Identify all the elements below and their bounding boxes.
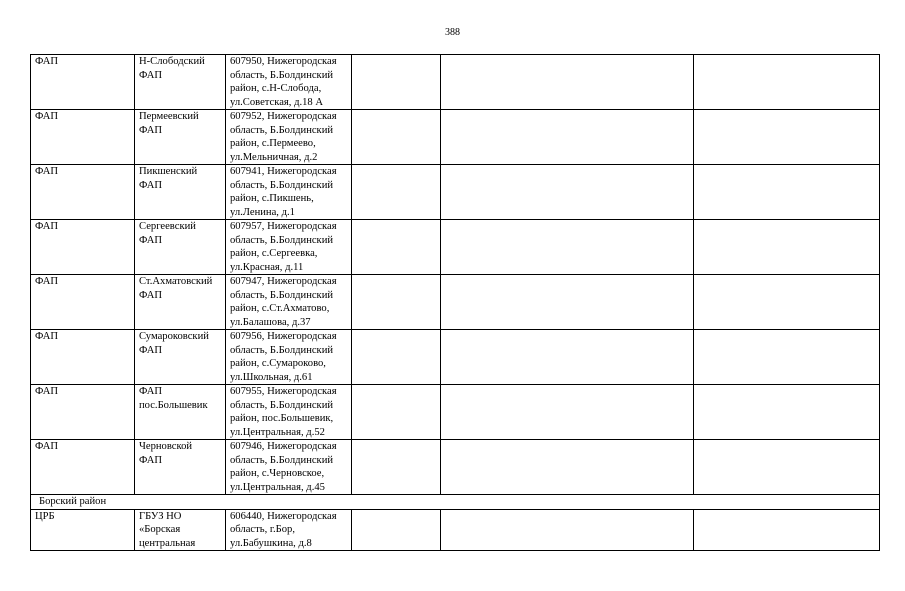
empty-cell (694, 385, 880, 440)
facility-address-cell (226, 275, 352, 330)
facility-type-cell-text: ФАП (35, 331, 59, 342)
facility-type-cell-text: ФАП (35, 56, 59, 67)
facility-address-cell (226, 385, 352, 440)
facility-address-cell (226, 509, 352, 551)
empty-cell (441, 330, 694, 385)
facility-type-cell (31, 220, 135, 275)
facility-name-cell-text: Сергеевский ФАП (139, 221, 196, 246)
empty-cell (694, 509, 880, 551)
table-row (31, 275, 880, 330)
facility-address-cell-text: 607957, Нижегородская область, Б.Болдинский район, с.Сергеевка, ул.Красная, д.11 (230, 221, 337, 273)
empty-cell (441, 220, 694, 275)
facility-address-cell-text: 607955, Нижегородская область, Б.Болдинский район, пос.Большевик, ул.Центральная, д.52 (230, 386, 337, 438)
empty-cell (441, 55, 694, 110)
facility-name-cell-text: Черновской ФАП (139, 441, 193, 466)
empty-cell (441, 440, 694, 495)
facility-name-cell (135, 165, 226, 220)
empty-cell (441, 509, 694, 551)
empty-cell (441, 165, 694, 220)
facility-address-cell-text: 607952, Нижегородская область, Б.Болдинский район, с.Пермеево, ул.Мельничная, д.2 (230, 111, 337, 163)
facility-type-cell-text: ФАП (35, 386, 59, 397)
facility-type-cell-text: ФАП (35, 166, 59, 177)
facility-name-cell-text: Н-Слободский ФАП (139, 56, 205, 81)
facility-name-cell-text: Пикшенский ФАП (139, 166, 198, 191)
facility-address-cell-text: 607950, Нижегородская область, Б.Болдинский район, с.Н-Слобода, ул.Советская, д.18 А (230, 56, 337, 108)
facility-name-cell (135, 220, 226, 275)
empty-cell (694, 220, 880, 275)
facility-address-cell-text: 607947, Нижегородская область, Б.Болдинский район, с.Ст.Ахматово, ул.Балашова, д.37 (230, 276, 337, 328)
empty-cell (441, 275, 694, 330)
empty-cell (352, 220, 441, 275)
facility-address-cell (226, 55, 352, 110)
facility-address-cell (226, 440, 352, 495)
facility-name-cell-text: ГБУЗ НО «Борская центральная (139, 510, 196, 549)
facility-name-cell-text: Ст.Ахматовский ФАП (139, 276, 213, 301)
facility-type-cell (31, 110, 135, 165)
table-row (31, 165, 880, 220)
facility-address-cell (226, 110, 352, 165)
page-number: 388 (445, 27, 460, 38)
empty-cell (352, 165, 441, 220)
facility-type-cell (31, 165, 135, 220)
table-row (31, 509, 880, 551)
facility-type-cell (31, 440, 135, 495)
facility-address-cell-text: 607956, Нижегородская область, Б.Болдинский район, с.Сумароково, ул.Школьная, д.61 (230, 331, 337, 383)
empty-cell (352, 110, 441, 165)
table-row (31, 220, 880, 275)
table-row (31, 110, 880, 165)
facility-address-cell-text: 607941, Нижегородская область, Б.Болдинский район, с.Пикшень, ул.Ленина, д.1 (230, 166, 337, 218)
facility-name-cell (135, 330, 226, 385)
table-row (31, 440, 880, 495)
section-row (31, 495, 880, 510)
empty-cell (694, 330, 880, 385)
facility-name-cell (135, 385, 226, 440)
facility-name-cell (135, 440, 226, 495)
facility-type-cell-text: ФАП (35, 441, 59, 452)
empty-cell (352, 509, 441, 551)
facility-name-cell-text: ФАП пос.Большевик (139, 386, 208, 411)
empty-cell (441, 110, 694, 165)
facility-type-cell-text: ФАП (35, 276, 59, 287)
empty-cell (352, 275, 441, 330)
empty-cell (694, 55, 880, 110)
empty-cell (352, 385, 441, 440)
facility-name-cell (135, 110, 226, 165)
empty-cell (352, 440, 441, 495)
empty-cell (352, 330, 441, 385)
section-title: Борский район (31, 495, 880, 510)
facility-type-cell (31, 509, 135, 551)
facility-address-cell (226, 165, 352, 220)
facility-type-cell (31, 55, 135, 110)
facility-name-cell-text: Сумароковский ФАП (139, 331, 209, 356)
empty-cell (694, 275, 880, 330)
table-body (31, 55, 880, 551)
facility-address-cell-text: 606440, Нижегородская область, г.Бор, ул.Бабушкина, д.8 (230, 510, 337, 549)
facility-type-cell-text: ЦРБ (35, 510, 55, 522)
facility-type-cell-text: ФАП (35, 221, 59, 232)
facility-type-cell (31, 385, 135, 440)
empty-cell (441, 385, 694, 440)
table-row (31, 55, 880, 110)
facility-address-cell (226, 220, 352, 275)
facility-type-cell-text: ФАП (35, 111, 59, 122)
facilities-table (30, 54, 880, 551)
facility-name-cell (135, 55, 226, 110)
table-row (31, 330, 880, 385)
empty-cell (694, 110, 880, 165)
empty-cell (352, 55, 441, 110)
facility-type-cell (31, 275, 135, 330)
empty-cell (694, 165, 880, 220)
empty-cell (694, 440, 880, 495)
facility-address-cell-text: 607946, Нижегородская область, Б.Болдинский район, с.Черновское, ул.Центральная, д.45 (230, 441, 337, 493)
facility-name-cell-text: Пермеевский ФАП (139, 111, 199, 136)
facility-address-cell (226, 330, 352, 385)
facility-name-cell (135, 509, 226, 551)
facility-type-cell (31, 330, 135, 385)
table-row (31, 385, 880, 440)
facility-name-cell (135, 275, 226, 330)
